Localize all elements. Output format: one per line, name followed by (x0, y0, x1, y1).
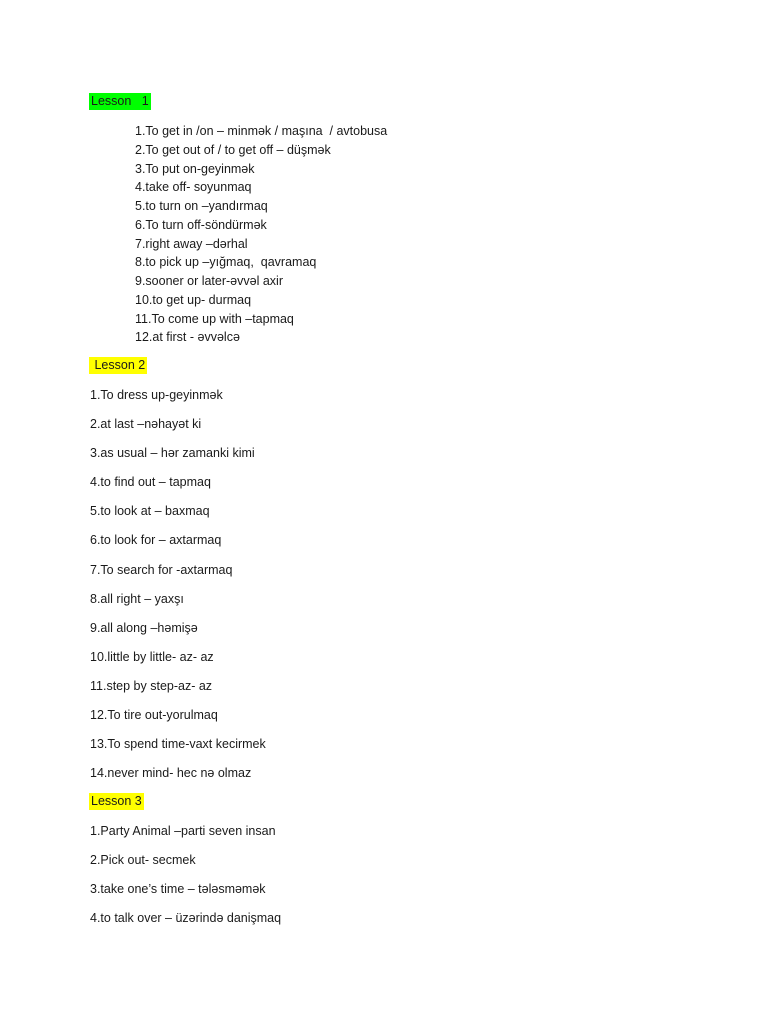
list-item: 6.to look for – axtarmaq (90, 533, 222, 548)
list-item: 5.to look at – baxmaq (90, 504, 210, 519)
list-item: 2.Pick out- secmek (90, 853, 196, 868)
list-item: 4.to find out – tapmaq (90, 475, 211, 490)
list-item: 9.sooner or later-əvvəl axir (135, 274, 283, 288)
list-item: 3.take one’s time – tələsməmək (90, 882, 266, 897)
list-item: 12.at first - əvvəlcə (135, 330, 240, 345)
list-item: 3.To put on-geyinmək (135, 161, 255, 176)
list-item: 8.all right – yaxşı (90, 591, 184, 606)
list-item: 6.To turn off-söndürmək (135, 217, 267, 232)
list-item: 1.To get in /on – minmək / maşına / avtobusa (135, 124, 388, 138)
list-item: 8.to pick up –yığmaq, qavramaq (135, 255, 317, 270)
lesson-2-list (90, 386, 266, 793)
list-item: 14.never mind- hec nə olmaz (90, 766, 252, 781)
list-item: 13.To spend time-vaxt kecirmek (90, 737, 266, 752)
list-item: 4.take off- soyunmaq (135, 180, 252, 195)
list-item: 10.to get up- durmaq (135, 292, 252, 307)
list-item: 1.To dress up-geyinmək (90, 388, 223, 402)
list-item: 7.right away –dərhal (135, 236, 248, 251)
list-item: 2.at last –nəhayət ki (90, 417, 202, 432)
list-item: 4.to talk over – üzərində danişmaq (90, 911, 282, 926)
list-item: 11.To come up with –tapmaq (135, 311, 294, 326)
list-item: 9.all along –həmişə (90, 620, 198, 635)
lesson-2-heading: Lesson 2 (91, 358, 146, 372)
lesson-3-heading: Lesson 3 (91, 794, 142, 808)
list-item: 12.To tire out-yorulmaq (90, 708, 218, 723)
list-item: 5.to turn on –yandırmaq (135, 199, 268, 213)
lesson-1-list (135, 122, 387, 347)
list-item: 3.as usual – hər zamanki kimi (90, 446, 255, 461)
list-item: 2.To get out of / to get off – düşmək (135, 142, 331, 157)
list-item: 10.little by little- az- az (90, 649, 214, 664)
list-item: 11.step by step-az- az (90, 678, 213, 693)
lesson-3-list (90, 822, 281, 938)
list-item: 7.To search for -axtarmaq (90, 562, 233, 577)
lesson-1-heading: Lesson 1 (91, 94, 149, 108)
list-item: 1.Party Animal –parti seven insan (90, 824, 276, 838)
